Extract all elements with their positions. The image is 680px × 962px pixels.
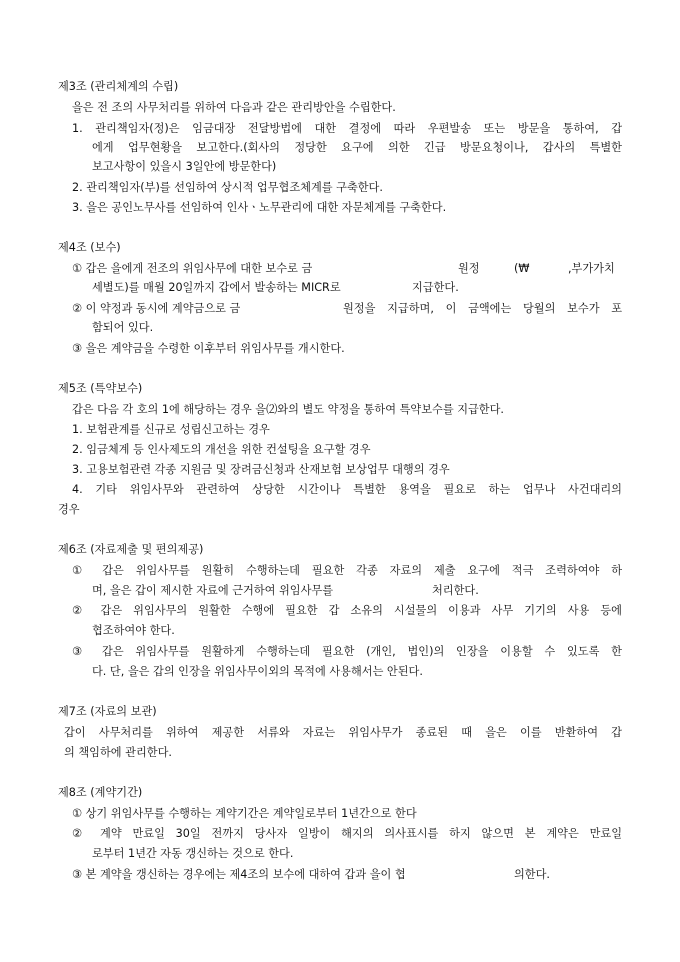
- article-3-item-2: 2. 관리책임자(부)를 선임하여 상시적 업무협조체계를 구축한다.: [72, 181, 383, 194]
- article-5-item-1: 1. 보험관계를 신규로 성립신고하는 경우: [72, 423, 270, 436]
- article-6-clause-3-line-1: ③ 갑은 위임사무를 원활하게 수행하는데 필요한 (개인, 법인)의 인장을 이용할 수 있도록 한: [72, 645, 622, 658]
- article-4-clause-1-d: ,부가가치: [568, 262, 615, 275]
- article-8-clause-2-line-1: ② 계약 만료일 30일 전까지 당사자 일방이 해지의 의사표시를 하지 않으면 본 계약은 만료일: [72, 827, 622, 840]
- article-8-title: 제8조 (계약기간): [58, 786, 143, 799]
- article-8-clause-3-b: 의한다.: [514, 868, 550, 881]
- article-4-clause-1-line-2: 세별도)를 매월 20일까지 갑에서 발송하는 MICR로: [92, 281, 341, 294]
- article-8-clause-1: ① 상기 위임사무를 수행하는 계약기간은 계약일로부터 1년간으로 한다: [72, 807, 417, 820]
- article-4-clause-1-a: ① 갑은 을에게 전조의 위임사무에 대한 보수로 금: [72, 262, 313, 275]
- article-7-line-1: 갑이 사무처리를 위하여 제공한 서류와 자료는 위임사무가 종료된 때 을은 이를 반환하여 갑: [64, 726, 622, 739]
- article-7-line-2: 의 책임하에 관리한다.: [64, 746, 172, 759]
- article-4-clause-2-b: 원정을 지급하며, 이 금액에는 당월의 보수가 포: [343, 302, 622, 315]
- article-5-title: 제5조 (특약보수): [58, 382, 143, 395]
- article-4-clause-1-c: (₩: [514, 262, 530, 275]
- article-4-clause-3: ③ 을은 계약금을 수령한 이후부터 위임사무를 개시한다.: [72, 342, 345, 355]
- article-4-title: 제4조 (보수): [58, 241, 121, 254]
- article-6-clause-1-line-2-a: 며, 을은 갑이 제시한 자료에 근거하여 위임사무를: [92, 584, 334, 597]
- article-8-clause-2-line-2: 로부터 1년간 자동 갱신하는 것으로 한다.: [92, 847, 294, 860]
- article-5-item-2: 2. 임금체계 등 인사제도의 개선을 위한 컨설팅을 요구할 경우: [72, 443, 371, 456]
- article-5-item-4-line-2: 경우: [58, 503, 80, 516]
- article-4-clause-1-b: 원정: [458, 262, 480, 275]
- article-4-clause-2-a: ② 이 약정과 동시에 계약금으로 금: [72, 302, 241, 315]
- article-3-item-3: 3. 을은 공인노무사를 선임하여 인사ㆍ노무관리에 대한 자문체계를 구축한다.: [72, 201, 447, 214]
- article-4-clause-2-line-2: 함되어 있다.: [92, 321, 154, 334]
- article-6-clause-3-line-2: 다. 단, 을은 갑의 인장을 위임사무이외의 목적에 사용해서는 안된다.: [92, 665, 423, 678]
- article-7-title: 제7조 (자료의 보관): [58, 705, 157, 718]
- article-5-intro: 갑은 다음 각 호의 1에 해당하는 경우 을⑵와의 별도 약정을 통하여 특약보수를 지급한다.: [72, 403, 504, 416]
- article-3-intro: 을은 전 조의 사무처리를 위하여 다음과 같은 관리방안을 수립한다.: [72, 101, 396, 114]
- article-6-clause-2-line-2: 협조하여야 한다.: [92, 624, 175, 637]
- article-3-item-1-line-3: 보고사항이 있을시 3일안에 방문한다): [92, 160, 277, 173]
- article-3-item-1-line-1: 1. 관리책임자(정)은 임금대장 전달방법에 대한 결정에 따라 우편발송 또는 방문을 통하여, 갑: [72, 122, 622, 135]
- article-6-clause-2-line-1: ② 갑은 위임사무의 원활한 수행에 필요한 갑 소유의 시설물의 이용과 사무 기기의 사용 등에: [72, 604, 622, 617]
- article-8-clause-3-a: ③ 본 계약을 갱신하는 경우에는 제4조의 보수에 대하여 갑과 을이 협: [72, 868, 406, 881]
- article-6-title: 제6조 (자료제출 및 편의제공): [58, 543, 204, 556]
- article-5-item-4-line-1: 4. 기타 위임사무와 관련하여 상당한 시간이나 특별한 용역을 필요로 하는 업무나 사건대리의: [72, 483, 622, 496]
- article-6-clause-1-line-2-b: 처리한다.: [432, 584, 479, 597]
- article-5-item-3: 3. 고용보험관련 각종 지원금 및 장려금신청과 산재보험 보상업무 대행의 경우: [72, 463, 450, 476]
- article-4-clause-1-line-2-end: 지급한다.: [412, 281, 459, 294]
- article-6-clause-1-line-1: ① 갑은 위임사무를 원활히 수행하는데 필요한 각종 자료의 제출 요구에 적극 조력하여야 하: [72, 564, 622, 577]
- article-3-item-1-line-2: 에게 업무현황을 보고한다.(회사의 정당한 요구에 의한 긴급 방문요청이나, 갑사의 특별한: [92, 141, 622, 154]
- article-3-title: 제3조 (관리체계의 수립): [58, 80, 179, 93]
